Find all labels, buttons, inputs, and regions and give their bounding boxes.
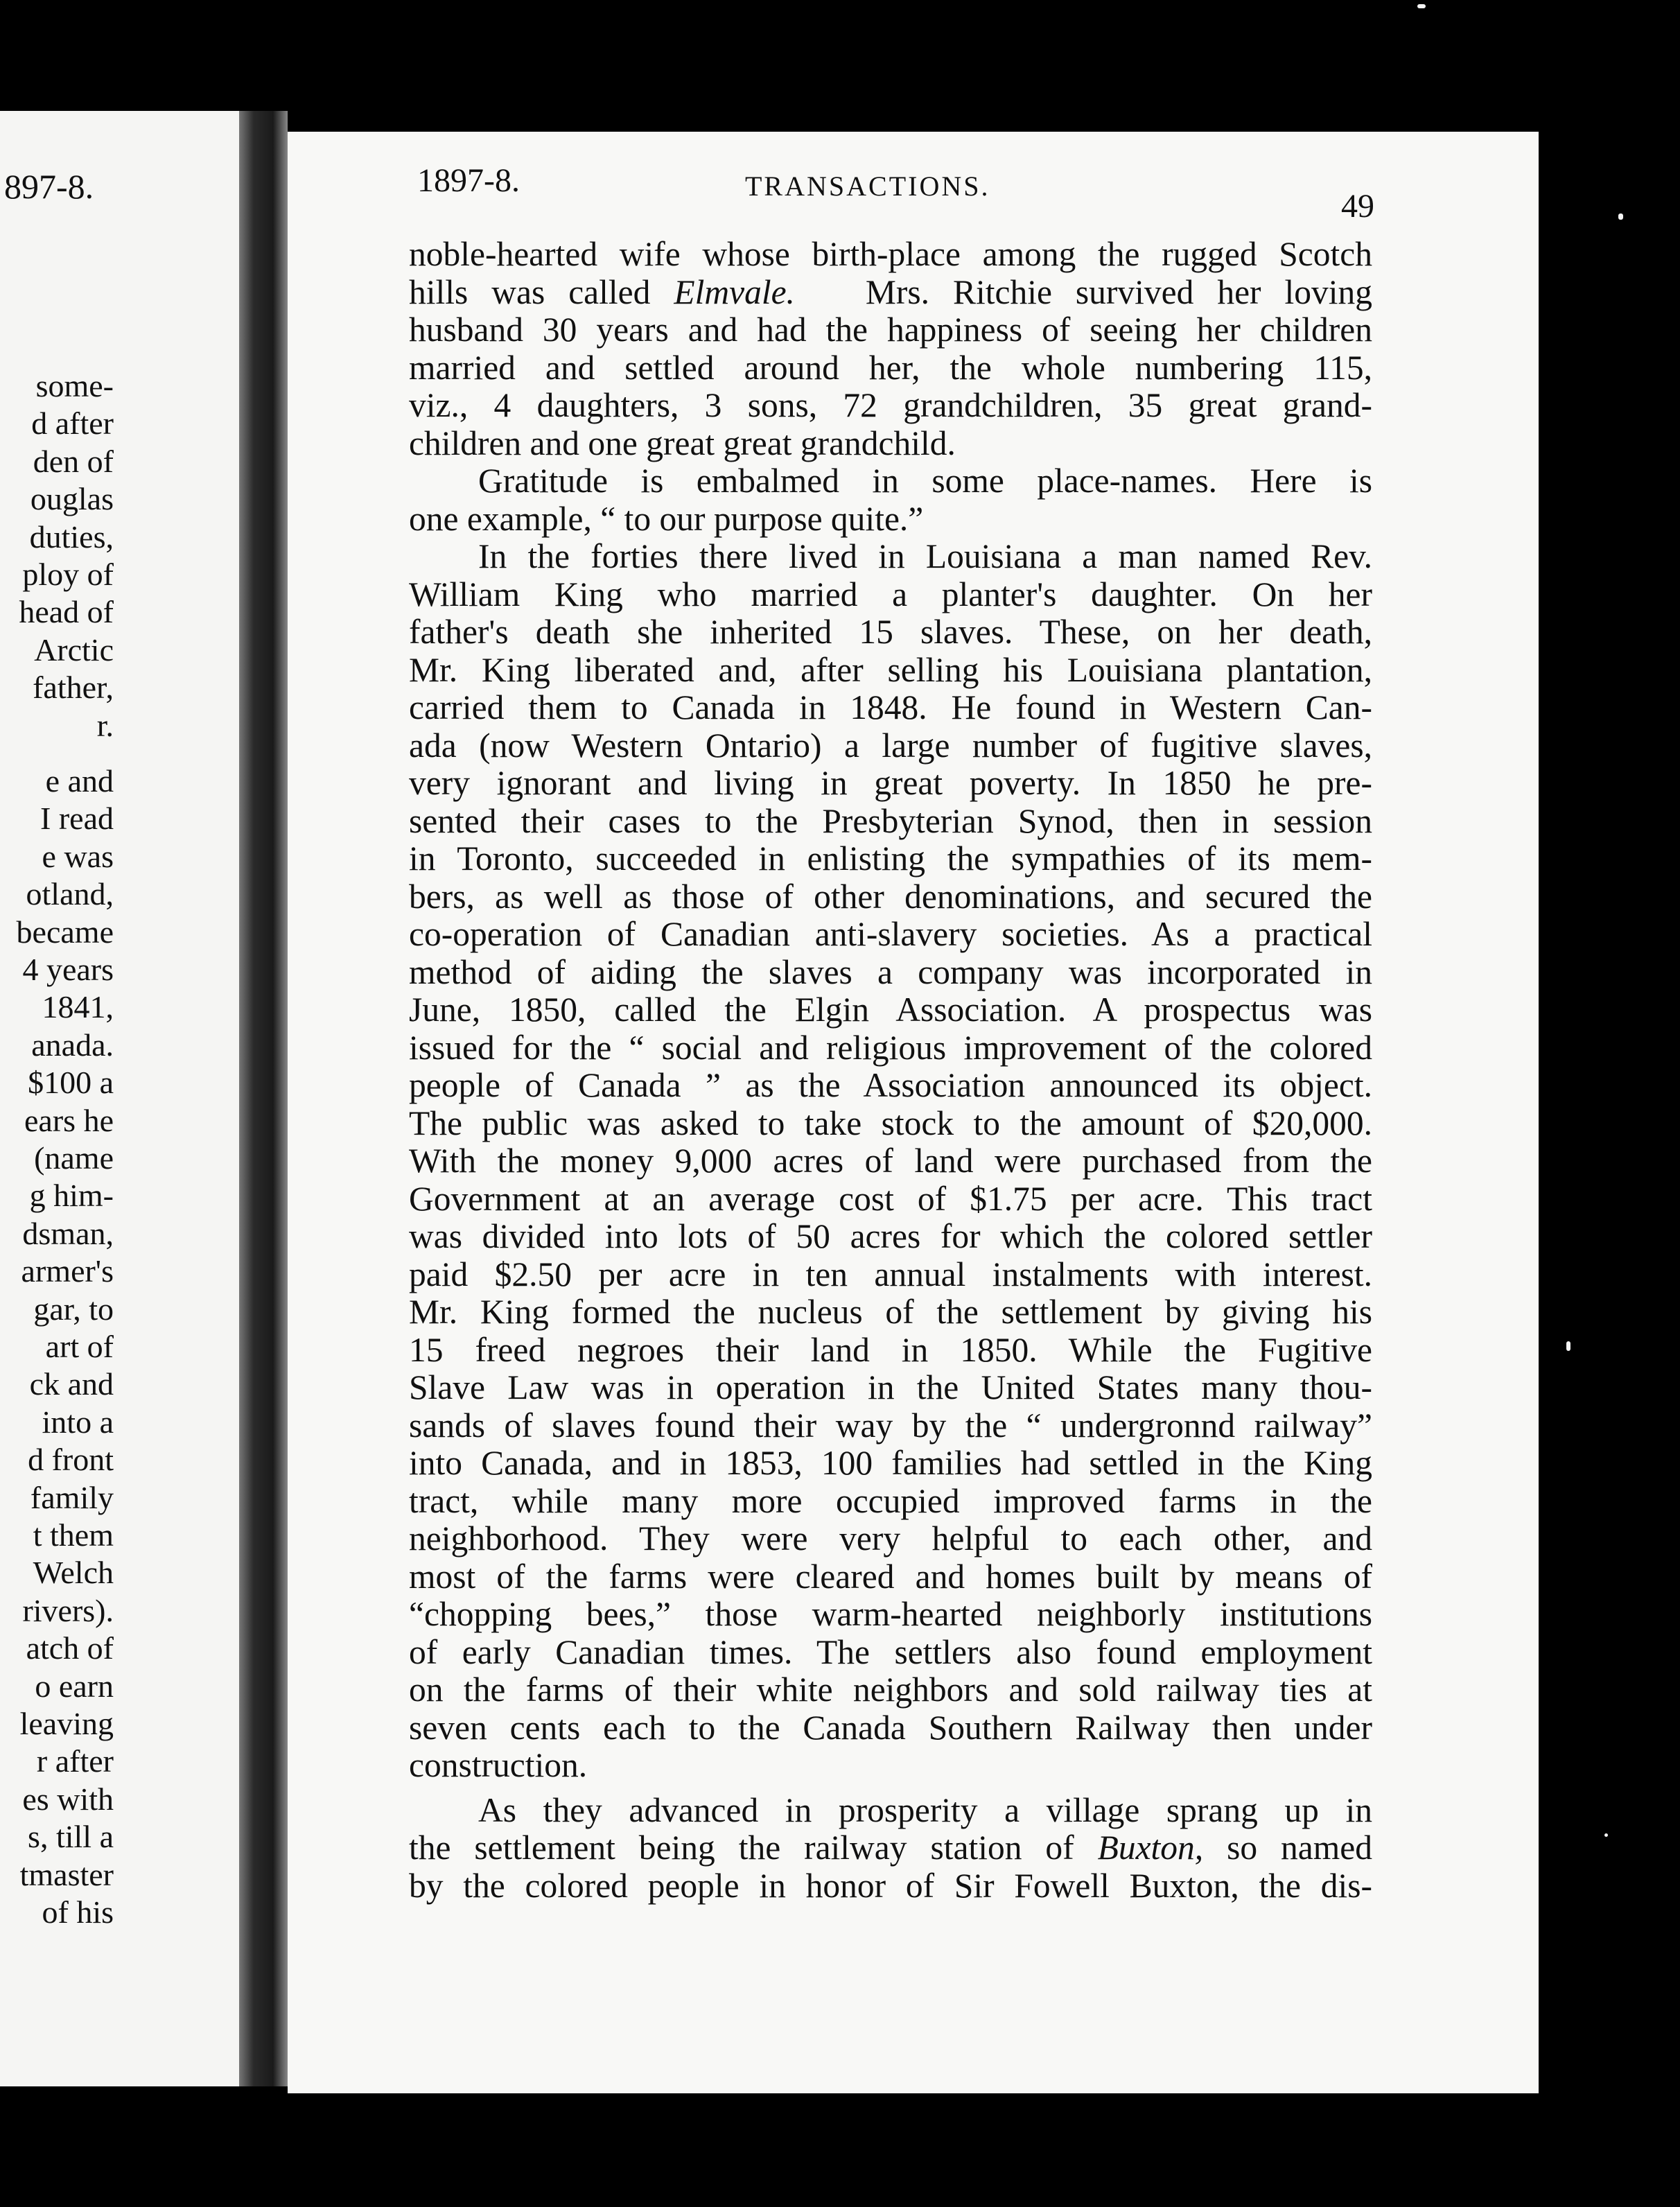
text-line: viz., 4 daughters, 3 sons, 72 grandchildren, 35 great grand- (409, 386, 1372, 424)
left-text-line: armer's (21, 1253, 114, 1289)
left-text-line: head of (19, 594, 114, 630)
text-line: co-operation of Canadian anti-slavery societies. As a practical (409, 915, 1372, 953)
text-line: bers, as well as those of other denominations, and secured the (409, 877, 1372, 916)
left-text-line: (name (34, 1140, 114, 1176)
text-line: ada (now Western Ontario) a large number of fugitive slaves, (409, 726, 1372, 765)
left-text-line: g him- (29, 1178, 114, 1214)
left-text-line: 4 years (22, 952, 114, 987)
text-line: Mr. King liberated and, after selling his Louisiana plantation, (409, 650, 1372, 689)
left-text-line: became (16, 914, 114, 950)
left-text-line: den of (33, 443, 114, 479)
left-text-line: t them (33, 1517, 114, 1553)
left-text-line: art of (45, 1329, 114, 1364)
left-text-line: ploy of (22, 557, 114, 592)
text-line: issued for the “ social and religious improvement of the colored (409, 1028, 1372, 1067)
text-line: one example, “ to our purpose quite.” (409, 499, 924, 538)
place-name-buxton: Buxton, (1097, 1829, 1204, 1867)
left-text-line: otland, (26, 876, 114, 912)
text-line: paid $2.50 per acre in ten annual instalments with interest. (409, 1255, 1372, 1293)
right-page (288, 132, 1539, 2093)
scan-speck (1417, 4, 1426, 8)
text-line: hills was called Elmvale. Mrs. Ritchie survived her loving (409, 272, 1373, 311)
left-text-line: ouglas (30, 481, 114, 517)
text-line: sands of slaves found their way by the “ undergronnd railway” (409, 1406, 1372, 1445)
text-line: the settlement being the railway station of Buxton, so named (409, 1829, 1373, 1867)
left-text-line: anada. (31, 1027, 114, 1063)
left-text-line: leaving (19, 1706, 114, 1741)
scan-speck (1604, 1833, 1608, 1837)
left-text-line: atch of (26, 1630, 114, 1666)
left-text-line: family (30, 1479, 114, 1515)
text-line: carried them to Canada in 1848. He found in Western Can- (409, 688, 1372, 726)
text-line: children and one great great grandchild. (409, 424, 956, 462)
text-line: In the forties there lived in Louisiana a man named Rev. (478, 537, 1372, 575)
text-line: William King who married a planter's daughter. On her (409, 575, 1372, 613)
left-text-line: e and (45, 763, 114, 799)
page-number: 49 (1341, 188, 1374, 225)
text-line: into Canada, and in 1853, 100 families had settled in the King (409, 1444, 1372, 1482)
left-text-line: father, (33, 670, 114, 706)
text-line: The public was asked to take stock to the amount of $20,000. (409, 1104, 1372, 1142)
text-line: sented their cases to the Presbyterian Synod, then in session (409, 801, 1372, 840)
left-text-line: r. (96, 707, 114, 743)
text-line: in Toronto, succeeded in enlisting the sympathies of its mem- (409, 839, 1372, 878)
text-line: on the farms of their white neighbors and sold railway ties at (409, 1670, 1372, 1709)
left-text-line: I read (40, 801, 114, 837)
left-text-line: of his (42, 1894, 114, 1930)
text-line: As they advanced in prosperity a village sprang up in (478, 1790, 1372, 1829)
text-line: seven cents each to the Canada Southern Railway then under (409, 1708, 1372, 1747)
text-line: Slave Law was in operation in the United States many thou- (409, 1368, 1372, 1406)
left-text-line: ears he (24, 1102, 114, 1138)
text-line: of early Canadian times. The settlers also found employment (409, 1632, 1372, 1671)
left-text-line: dsman, (22, 1215, 114, 1251)
text-line: 15 freed negroes their land in 1850. While the Fugitive (409, 1330, 1372, 1369)
left-text-line: gar, to (33, 1291, 114, 1327)
text-line: very ignorant and living in great poverty. In 1850 he pre- (409, 764, 1372, 802)
text-line: by the colored people in honor of Sir Fowell Buxton, the dis- (409, 1866, 1372, 1905)
text-line: Government at an average cost of $1.75 per acre. This tract (409, 1179, 1372, 1218)
text-line: Mr. King formed the nucleus of the settlement by giving his (409, 1293, 1372, 1331)
left-page (0, 111, 239, 2086)
page-body (409, 236, 1372, 1905)
text-line: father's death she inherited 15 slaves. These, on her death, (409, 613, 1372, 651)
text-line: “chopping bees,” those warm-hearted neighborly institutions (409, 1595, 1372, 1633)
book-gutter (239, 111, 288, 2086)
left-text-line: Arctic (34, 631, 114, 668)
text-line: married and settled around her, the whole numbering 115, (409, 348, 1372, 387)
left-text-line: some- (35, 368, 114, 403)
volume-year: 1897-8. (417, 162, 520, 199)
running-title: TRANSACTIONS. (745, 171, 990, 202)
text-line: method of aiding the slaves a company was incorporated in (409, 952, 1372, 991)
left-text-line: $100 a (28, 1065, 114, 1101)
left-text-line: into a (42, 1404, 114, 1440)
text-line: noble-hearted wife whose birth-place among the rugged Scotch (409, 235, 1372, 273)
running-head (288, 156, 1539, 225)
left-text-line: s, till a (28, 1819, 114, 1855)
left-text-line: o earn (35, 1668, 114, 1704)
left-page-header: 897-8. (4, 167, 94, 206)
left-text-line: rivers). (22, 1592, 114, 1628)
text-line: Gratitude is embalmed in some place-names. Here is (478, 462, 1372, 500)
text-line: neighborhood. They were very helpful to each other, and (409, 1519, 1372, 1558)
text-line: tract, while many more occupied improved farms in the (409, 1481, 1372, 1520)
left-text-line: ck and (29, 1366, 114, 1402)
left-text-line: r after (36, 1743, 114, 1779)
left-text-line: tmaster (19, 1856, 114, 1892)
left-text-line: e was (42, 838, 114, 874)
place-name-elmvale: Elmvale. (674, 272, 795, 311)
text-line: husband 30 years and had the happiness of seeing her children (409, 311, 1372, 349)
text-line: most of the farms were cleared and homes built by means of (409, 1557, 1372, 1596)
text-line: was divided into lots of 50 acres for which the colored settler (409, 1217, 1372, 1255)
text-line: construction. (409, 1746, 588, 1784)
left-text-line: Welch (33, 1555, 114, 1591)
left-text-line: duties, (29, 518, 114, 555)
text-line: With the money 9,000 acres of land were purchased from the (409, 1142, 1372, 1180)
left-text-line: es with (22, 1781, 114, 1817)
scan-speck (1566, 1341, 1570, 1351)
text-line: people of Canada ” as the Association announced its object. (409, 1066, 1372, 1104)
scan-speck (1618, 213, 1623, 220)
left-text-line: d after (31, 405, 114, 442)
left-text-line: d front (28, 1442, 114, 1478)
text-line: June, 1850, called the Elgin Association. A prospectus was (409, 991, 1372, 1029)
left-text-line: 1841, (42, 989, 114, 1025)
